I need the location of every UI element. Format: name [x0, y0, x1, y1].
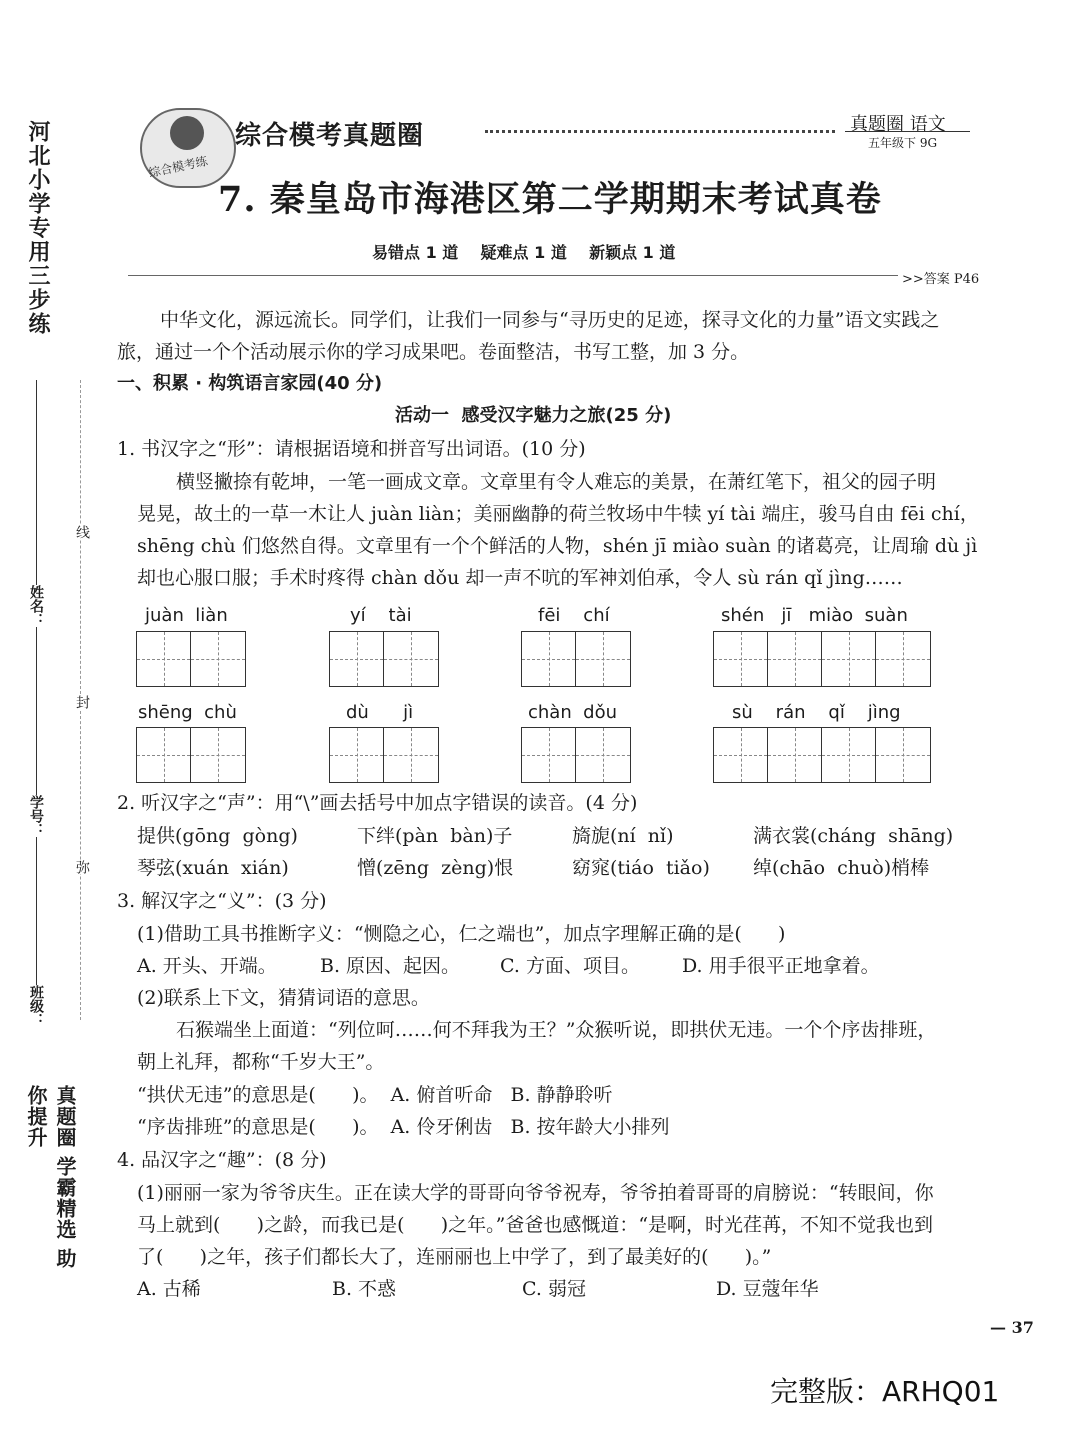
mascot-icon	[170, 116, 204, 150]
sidebar-brand-top: 河北小学专用三步练	[25, 120, 50, 336]
pinyin-label: yí tài	[350, 605, 412, 626]
sidebar-id-field: 学号：	[28, 795, 44, 837]
header-banner-rule	[485, 130, 835, 133]
section-heading: 一、积累 · 构筑语言家园(40 分)	[117, 373, 383, 394]
pinyin-label: shén jī miào suàn	[721, 605, 908, 626]
q1-passage-line-1: 横竖撇捺有乾坤，一笔一画成文章。文章里有令人难忘的美景，在萧红笔下，祖父的园子明	[176, 471, 937, 493]
header-series-rule	[845, 131, 970, 132]
header-stats: 易错点 1 道 疑难点 1 道 新颖点 1 道	[372, 243, 676, 262]
pinyin-label: sù rán qǐ jìng	[732, 702, 901, 723]
q4-option: C. 弱冠	[522, 1278, 586, 1300]
header-divider	[128, 275, 898, 276]
q3-blank-2: “序齿排班”的意思是( )。 A. 伶牙俐齿 B. 按年龄大小排列	[137, 1116, 670, 1138]
header-series: 真题圈 语文	[850, 114, 946, 135]
answer-grid[interactable]	[136, 727, 246, 783]
footer-watermark: 完整版：ARHQ01	[770, 1375, 1000, 1408]
pinyin-label: shēng chù	[138, 702, 237, 723]
activity-heading: 活动一 感受汉字魅力之旅(25 分)	[395, 405, 672, 426]
q2-item: 琴弦(xuán xián)	[137, 857, 289, 879]
q2-item: 下绊(pàn bàn)子	[357, 825, 513, 847]
header-grade: 五年级下 9G	[868, 136, 938, 150]
q3-option: B. 原因、起因。	[320, 955, 461, 977]
pinyin-label: fēi chí	[538, 605, 610, 626]
intro-line-1: 中华文化，源远流长。同学们，让我们一同参与“寻历史的足迹，探寻文化的力量”语文实践之	[160, 309, 940, 331]
q2-item: 旖旎(ní nǐ)	[572, 825, 674, 847]
q3-option: C. 方面、项目。	[500, 955, 640, 977]
q2-stem: 2. 听汉字之“声”：用“\”画去括号中加点字错误的读音。(4 分)	[117, 792, 638, 814]
cut-mark-seal: 封	[74, 695, 90, 709]
q3-option: A. 开头、开端。	[137, 955, 277, 977]
answer-grid[interactable]	[136, 631, 246, 687]
answer-grid[interactable]	[329, 631, 439, 687]
pinyin-label: dù jì	[346, 702, 414, 723]
q4-option: A. 古稀	[137, 1278, 201, 1300]
q2-item: 憎(zēng zèng)恨	[357, 857, 514, 879]
q4-passage-line-1: (1)丽丽一家为爷爷庆生。正在读大学的哥哥向爷爷祝寿，爷爷拍着哥哥的肩膀说：“转眼间，你	[137, 1182, 934, 1204]
page-number: — 37	[990, 1318, 1034, 1337]
q4-passage-line-3: 了( )之年，孩子们都长大了，连丽丽也上中学了，到了最美好的( )。”	[137, 1246, 772, 1268]
q2-item: 窈窕(tiáo tiǎo)	[572, 857, 710, 879]
answer-reference: >>答案 P46	[902, 272, 980, 287]
q1-passage-line-2: 晃晃，故土的一草一木让人 juàn liàn；美丽幽静的荷兰牧场中牛犊 yí tài 端庄，骏马自由 fēi chí，	[137, 503, 979, 525]
answer-grid[interactable]	[713, 631, 931, 687]
q1-stem: 1. 书汉字之“形”：请根据语境和拼音写出词语。(10 分)	[117, 438, 586, 460]
sidebar-class-field: 班级：	[28, 985, 44, 1027]
header-badge-label: 综合模考练	[147, 153, 209, 181]
q3-option: D. 用手很平正地拿着。	[682, 955, 880, 977]
q4-option: D. 豆蔻年华	[716, 1278, 819, 1300]
sidebar-brand-bottom: 真题圈 学霸精选 助你提升	[24, 1085, 77, 1269]
q3-stem: 3. 解汉字之“义”：(3 分)	[117, 890, 327, 912]
cut-mark-line: 线	[74, 525, 90, 539]
answer-grid[interactable]	[329, 727, 439, 783]
q3-passage-line-2: 朝上礼拜，都称“千岁大王”。	[137, 1051, 385, 1073]
sidebar-name-field: 姓名：	[28, 585, 44, 627]
header-banner: 综合模考真题圈	[235, 121, 425, 151]
q3-sub1: (1)借助工具书推断字义：“恻隐之心，仁之端也”，加点字理解正确的是( )	[137, 923, 786, 945]
q2-item: 绰(chāo chuò)梢棒	[753, 857, 930, 879]
answer-grid[interactable]	[521, 631, 631, 687]
q1-passage-line-4: 却也心服口服；手术时疼得 chàn dǒu 却一声不吭的军神刘伯承，令人 sù rán qǐ jìng……	[137, 567, 903, 589]
pinyin-label: juàn liàn	[145, 605, 228, 626]
q4-passage-line-2: 马上就到( )之龄，而我已是( )之年。”爸爸也感慨道：“是啊，时光荏苒，不知不觉我也到	[137, 1214, 934, 1236]
sidebar-rule	[36, 380, 37, 1020]
q3-sub2: (2)联系上下文，猜猜词语的意思。	[137, 987, 430, 1009]
answer-grid[interactable]	[521, 727, 631, 783]
q2-item: 提供(gōng gòng)	[137, 825, 298, 847]
cut-mark-close: 弥	[74, 860, 90, 874]
answer-grid[interactable]	[713, 727, 931, 783]
q4-option: B. 不惑	[332, 1278, 397, 1300]
page-title: 7. 秦皇岛市海港区第二学期期末考试真卷	[218, 179, 882, 220]
q4-stem: 4. 品汉字之“趣”：(8 分)	[117, 1149, 327, 1171]
q2-item: 满衣裳(cháng shāng)	[753, 825, 954, 847]
q3-blank-1: “拱伏无违”的意思是( )。 A. 俯首听命 B. 静静聆听	[137, 1084, 613, 1106]
intro-line-2: 旅，通过一个个活动展示你的学习成果吧。卷面整洁，书写工整，加 3 分。	[117, 341, 750, 363]
q3-passage-line-1: 石猴端坐上面道：“列位呵……何不拜我为王？”众猴听说，即拱伏无违。一个个序齿排班，	[176, 1019, 937, 1041]
q1-passage-line-3: shēng chù 们悠然自得。文章里有一个个鲜活的人物，shén jī miào suàn 的诸葛亮，让周瑜 dù jì	[137, 535, 978, 557]
pinyin-label: chàn dǒu	[528, 702, 618, 723]
